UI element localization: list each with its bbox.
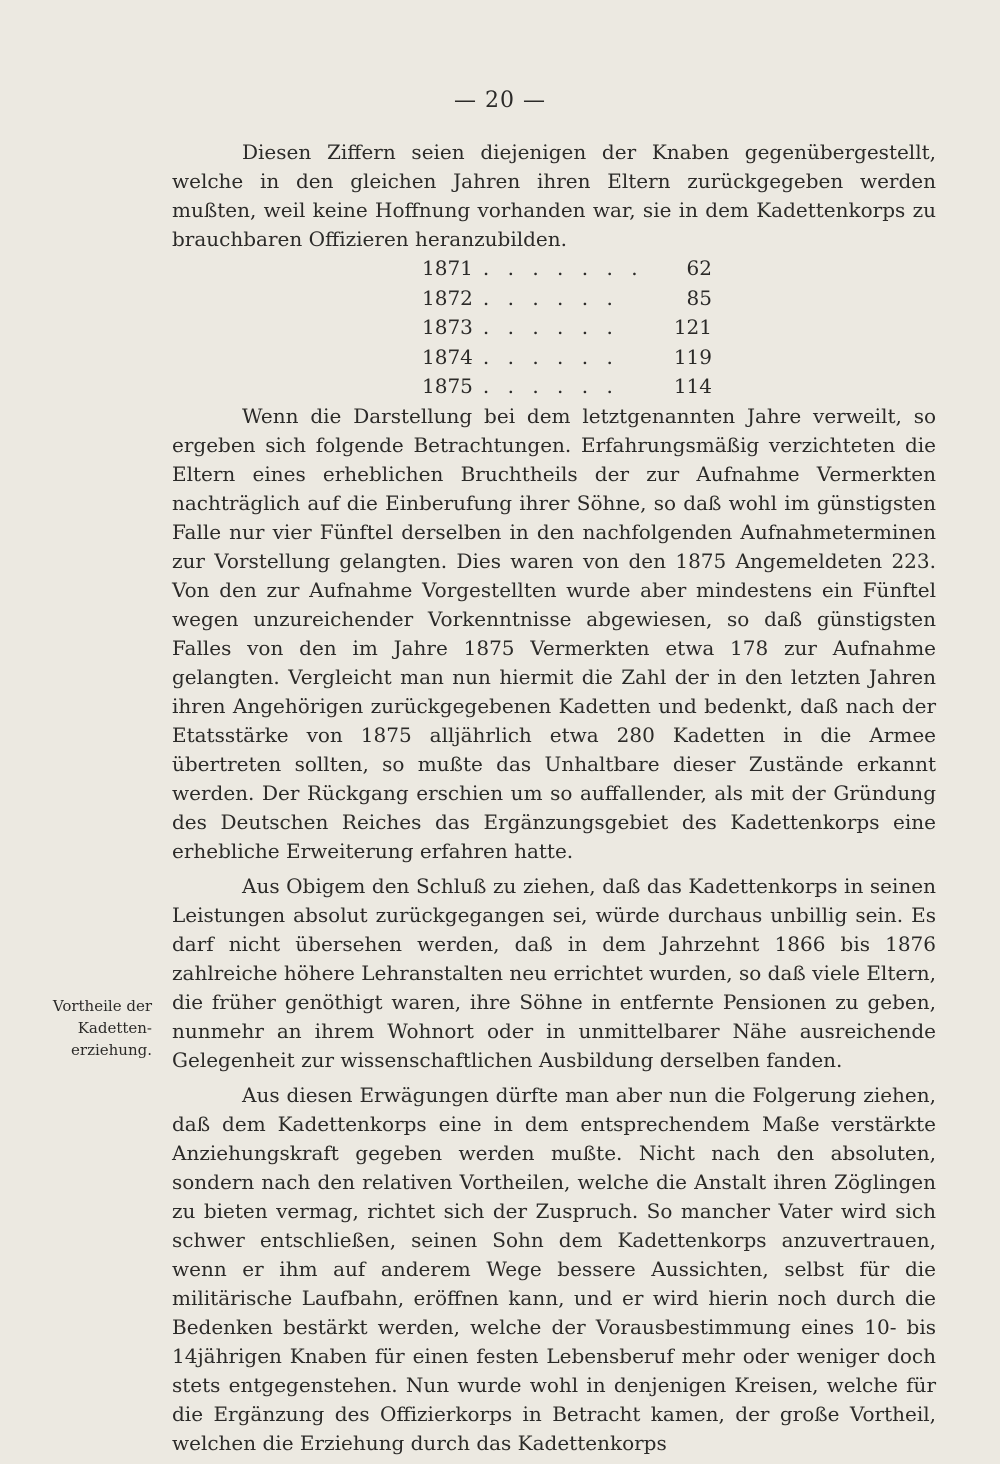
stats-year: 1873	[422, 315, 473, 339]
stats-value: 121	[673, 315, 712, 339]
stats-leader: . . . . . . .	[482, 256, 644, 280]
body-text	[172, 138, 936, 1458]
statistics-table	[422, 254, 712, 402]
stats-leader: . . . . . .	[482, 344, 619, 369]
paragraph-2: Wenn die Darstellung bei dem letztgenannten Jahre verweilt, so ergeben sich folgende Betrachtungen. Erfahrungsmäßig verzichteten die Eltern eines erheblichen Bruchtheils der zur Aufnahme Vermerkten nachträglich auf die Einberufung ihrer Söhne, so daß wohl im günstigsten Falle nur vier Fünftel derselben in den nachfolgenden Aufnahmeterminen zur Vorstellung gelangten. Dies waren von den 1875 Angemeldeten 223. Von den zur Aufnahme Vorgestellten wurde aber mindestens ein Fünftel wegen unzureichender Vorkenntnisse abgewiesen, so daß günstigsten Falles von den im Jahre 1875 Vermerkten etwa 178 zur Aufnahme gelangten. Vergleicht man nun hiermit die Zahl der in den letzten Jahren ihren Angehörigen zurückgegebenen Kadetten und bedenkt, daß nach der Etatsstärke von 1875 alljährlich etwa 280 Kadetten in die Armee übertreten sollten, so mußte das Unhaltbare dieser Zustände erkannt werden. Der Rückgang erschien um so auffallender, als mit der Gründung des Deutschen Reiches das Ergänzungsgebiet des Kadettenkorps eine erhebliche Erweiterung erfahren hatte.	[172, 403, 936, 863]
stats-value: 119	[673, 344, 712, 369]
stats-row	[422, 313, 712, 343]
stats-value: 114	[673, 374, 712, 398]
stats-year: 1875	[422, 374, 473, 398]
paragraph-4: Aus diesen Erwägungen dürfte man aber nun die Folgerung ziehen, daß dem Kadettenkorps eine in dem entsprechendem Maße verstärkte Anziehungskraft gegeben werden mußte. Nicht nach den absoluten, sondern nach den relativen Vortheilen, welche die Anstalt ihren Zöglingen zu bieten vermag, richtet sich der Zuspruch. So mancher Vater wird sich schwer entschließen, seinen Sohn dem Kadettenkorps anzuvertrauen, wenn er ihm auf anderem Wege bessere Aussichten, selbst für die militärische Laufbahn, eröffnen kann, und er wird hierin noch durch die Bedenken bestärkt werden, welche der Vorausbestimmung eines 10- bis 14jährigen Knaben für einen festen Lebensberuf mehr oder weniger doch stets entgegenstehen. Nun wurde wohl in denjenigen Kreisen, welche für die Ergänzung des Offizierkorps in Betracht kamen, der große Vortheil, welchen die Erziehung durch das Kadettenkorps	[172, 1082, 936, 1455]
margin-note-line: erziehung.	[71, 1041, 152, 1059]
margin-note-line: Kadetten-	[77, 1019, 152, 1037]
stats-value: 85	[686, 285, 712, 310]
stats-row	[422, 254, 712, 284]
stats-leader: . . . . . .	[482, 285, 619, 310]
stats-year: 1871	[422, 256, 473, 280]
page-number: — 20 —	[454, 88, 546, 113]
stats-row	[422, 343, 712, 373]
margin-note	[50, 995, 152, 1061]
stats-row	[422, 284, 712, 314]
stats-row	[422, 372, 712, 402]
paragraph-1: Diesen Ziffern seien diejenigen der Knaben gegenübergestellt, welche in den gleichen Jahren ihren Eltern zurückgegeben werden mußten, weil keine Hoffnung vorhanden war, sie in dem Kadettenkorps zu brauchbaren Offizieren heranzubilden.	[172, 140, 936, 251]
stats-year: 1872	[422, 285, 473, 310]
stats-value: 62	[686, 256, 712, 280]
margin-note-line: Vortheile der	[52, 997, 152, 1015]
paragraph-3: Aus Obigem den Schluß zu ziehen, daß das Kadettenkorps in seinen Leistungen absolut zurückgegangen sei, würde durchaus unbillig sein. Es darf nicht übersehen werden, daß in dem Jahrzehnt 1866 bis 1876 zahlreiche höhere Lehranstalten neu errichtet wurden, so daß viele Eltern, die früher genöthigt waren, ihre Söhne in entfernte Pensionen zu geben, nunmehr an ihrem Wohnort oder in unmittelbarer Nähe ausreichende Gelegenheit zur wissenschaftlichen Ausbildung derselben fanden.	[172, 873, 936, 1072]
stats-leader: . . . . . .	[482, 315, 619, 339]
stats-year: 1874	[422, 344, 473, 369]
stats-leader: . . . . . .	[482, 374, 619, 398]
